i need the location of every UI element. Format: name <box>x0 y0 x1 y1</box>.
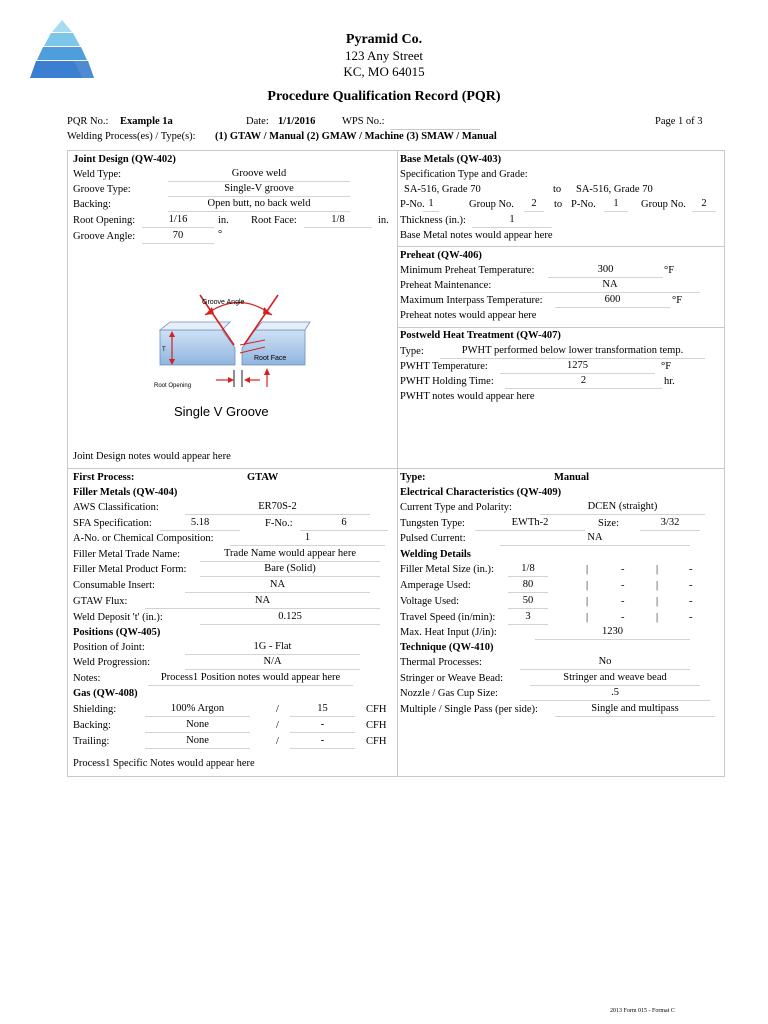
pqr-value: Example 1a <box>120 116 173 127</box>
preheat-min-label: Minimum Preheat Temperature: <box>400 265 535 276</box>
root-opening-value: 1/16 <box>142 213 214 228</box>
volt-bar-2: | <box>656 596 659 607</box>
position-notes-value: Process1 Position notes would appear here <box>148 671 353 686</box>
backing-gas-label: Backing: <box>73 720 111 731</box>
pass-label: Multiple / Single Pass (per side): <box>400 704 538 715</box>
preheat-min-value: 300 <box>548 263 663 278</box>
groove-type-label: Groove Type: <box>73 184 131 195</box>
company-name: Pyramid Co. <box>345 32 423 47</box>
fsize-dash-2: - <box>689 564 693 575</box>
insert-label: Consumable Insert: <box>73 580 155 591</box>
bead-value: Stringer and weave bead <box>530 671 700 686</box>
pwht-time-value: 2 <box>505 374 662 389</box>
base-spec-2: SA-516, Grade 70 <box>576 184 653 195</box>
pwht-type-label: Type: <box>400 346 424 357</box>
pqr-label: PQR No.: <box>67 116 109 127</box>
nozzle-value: .5 <box>520 686 710 701</box>
flux-label: GTAW Flux: <box>73 596 128 607</box>
shielding-label: Shielding: <box>73 704 117 715</box>
root-opening-label: Root Opening: <box>73 215 136 226</box>
base-to-2: to <box>554 199 563 210</box>
form-label: Filler Metal Product Form: <box>73 564 187 575</box>
nozzle-label: Nozzle / Gas Cup Size: <box>400 688 498 699</box>
joint-notes: Joint Design notes would appear here <box>73 451 231 462</box>
preheat-heading: Preheat (QW-406) <box>400 250 482 261</box>
amperage-label: Amperage Used: <box>400 580 471 591</box>
volt-dash-1: - <box>621 596 625 607</box>
thickness-value: 1 <box>472 213 552 228</box>
shielding-flow: 15 <box>290 702 355 717</box>
heat-input-value: 1230 <box>535 625 690 640</box>
amp-dash-2: - <box>689 580 693 591</box>
preheat-min-unit: °F <box>664 265 675 276</box>
pno-value-2: 1 <box>604 197 628 212</box>
wps-value-line <box>390 129 480 130</box>
progression-value: N/A <box>185 655 360 670</box>
form-footer: 2013 Form 015 - Format C <box>610 1008 675 1014</box>
pwht-notes: PWHT notes would appear here <box>400 391 535 402</box>
backing-value: Open butt, no back weld <box>168 197 350 212</box>
group-value-2: 2 <box>692 197 716 212</box>
volt-dash-2: - <box>689 596 693 607</box>
backing-unit: CFH <box>366 720 387 731</box>
filler-heading: Filler Metals (QW-404) <box>73 487 178 498</box>
company-street: 123 Any Street <box>345 48 423 63</box>
date-label: Date: <box>246 116 269 127</box>
interpass-label: Maximum Interpass Temperature: <box>400 295 543 306</box>
travel-dash-2: - <box>689 612 693 623</box>
groove-angle-label: Groove Angle: <box>73 231 136 242</box>
type-value: Manual <box>554 472 590 483</box>
position-label: Position of Joint: <box>73 642 145 653</box>
pwht-time-label: PWHT Holding Time: <box>400 376 494 387</box>
shielding-slash: / <box>276 704 279 715</box>
document-title: Procedure Qualification Record (PQR) <box>267 89 501 104</box>
pno-label-1: P-No. <box>400 199 425 210</box>
group-label-2: Group No. <box>641 199 686 210</box>
filler-size-label: Filler Metal Size (in.): <box>400 564 494 575</box>
base-notes: Base Metal notes would appear here <box>400 230 553 241</box>
amperage-value: 80 <box>508 578 548 593</box>
pwht-type-value: PWHT performed below lower transformation temp. <box>440 344 705 359</box>
fsize-dash-1: - <box>621 564 625 575</box>
sfa-label: SFA Specification: <box>73 518 152 529</box>
process1-notes: Process1 Specific Notes would appear here <box>73 758 255 769</box>
degree-symbol: ° <box>218 229 223 240</box>
fig-root-face-label: Root Face <box>254 355 287 362</box>
aws-label: AWS Classification: <box>73 502 159 513</box>
trade-value: Trade Name would appear here <box>200 547 380 562</box>
sfa-value: 5.18 <box>160 516 240 531</box>
voltage-label: Voltage Used: <box>400 596 460 607</box>
technique-heading: Technique (QW-410) <box>400 642 494 653</box>
base-spec-1: SA-516, Grade 70 <box>404 184 481 195</box>
root-opening-unit: in. <box>218 215 229 226</box>
shielding-unit: CFH <box>366 704 387 715</box>
insert-value: NA <box>185 578 370 593</box>
position-notes-label: Notes: <box>73 673 101 684</box>
base-heading: Base Metals (QW-403) <box>400 154 502 165</box>
backing-gas: None <box>145 718 250 733</box>
interpass-value: 600 <box>555 293 670 308</box>
pwht-temp-value: 1275 <box>500 359 655 374</box>
trailing-label: Trailing: <box>73 736 110 747</box>
first-process-value: GTAW <box>247 472 279 483</box>
position-value: 1G - Flat <box>185 640 360 655</box>
company-city: KC, MO 64015 <box>343 64 425 79</box>
tungsten-label: Tungsten Type: <box>400 518 465 529</box>
preheat-notes: Preheat notes would appear here <box>400 310 537 321</box>
preheat-maint-value: NA <box>520 278 700 293</box>
ano-value: 1 <box>230 531 385 546</box>
polarity-label: Current Type and Polarity: <box>400 502 512 513</box>
thermal-value: No <box>520 655 690 670</box>
pwht-temp-label: PWHT Temperature: <box>400 361 488 372</box>
polarity-value: DCEN (straight) <box>540 500 705 515</box>
deposit-label: Weld Deposit 't' (in.): <box>73 612 163 623</box>
process-label: Welding Process(es) / Type(s): <box>67 131 196 142</box>
pulsed-label: Pulsed Current: <box>400 533 466 544</box>
date-value: 1/1/2016 <box>278 116 316 127</box>
pno-value-1: 1 <box>423 197 439 212</box>
single-v-groove-figure <box>150 290 315 425</box>
groove-angle-value: 70 <box>142 229 214 244</box>
page-number: Page 1 of 3 <box>655 116 703 127</box>
voltage-value: 50 <box>508 594 548 609</box>
amp-bar-1: | <box>586 580 589 591</box>
gas-heading: Gas (QW-408) <box>73 688 138 699</box>
travel-dash-1: - <box>621 612 625 623</box>
interpass-unit: °F <box>672 295 683 306</box>
preheat-maint-label: Preheat Maintenance: <box>400 280 492 291</box>
trailing-slash: / <box>276 736 279 747</box>
thickness-label: Thickness (in.): <box>400 215 466 226</box>
pwht-time-unit: hr. <box>664 376 675 387</box>
tungsten-value: EWTh-2 <box>475 516 585 531</box>
pass-value: Single and multipass <box>555 702 715 717</box>
form-value: Bare (Solid) <box>200 562 380 577</box>
joint-heading: Joint Design (QW-402) <box>73 154 176 165</box>
fig-t-label: T <box>162 347 166 353</box>
process-value: (1) GTAW / Manual (2) GMAW / Machine (3) SMAW / Manual <box>215 131 497 142</box>
group-value-1: 2 <box>524 197 544 212</box>
trailing-flow: - <box>290 734 355 749</box>
root-face-value: 1/8 <box>304 213 372 228</box>
heat-input-label: Max. Heat Input (J/in): <box>400 627 497 638</box>
fig-root-opening-label: Root Opening <box>154 383 192 389</box>
trailing-gas: None <box>145 734 250 749</box>
pno-label-2: P-No. <box>571 199 596 210</box>
fno-value: 6 <box>300 516 388 531</box>
flux-value: NA <box>145 594 380 609</box>
pulsed-value: NA <box>500 531 690 546</box>
weld-type-value: Groove weld <box>168 167 350 182</box>
filler-size-value: 1/8 <box>508 562 548 577</box>
size-label: Size: <box>598 518 619 529</box>
deposit-value: 0.125 <box>200 610 380 625</box>
root-face-label: Root Face: <box>251 215 297 226</box>
spec-label: Specification Type and Grade: <box>400 169 528 180</box>
first-process-label: First Process: <box>73 472 135 483</box>
amp-bar-2: | <box>656 580 659 591</box>
group-label-1: Group No. <box>469 199 514 210</box>
backing-flow: - <box>290 718 355 733</box>
fsize-bar-1: | <box>586 564 589 575</box>
volt-bar-1: | <box>586 596 589 607</box>
electrical-heading: Electrical Characteristics (QW-409) <box>400 487 562 498</box>
details-heading: Welding Details <box>400 549 471 560</box>
groove-type-value: Single-V groove <box>168 182 350 197</box>
bead-label: Stringer or Weave Bead: <box>400 673 504 684</box>
fno-label: F-No.: <box>265 518 293 529</box>
aws-value: ER70S-2 <box>185 500 370 515</box>
wps-label: WPS No.: <box>342 116 385 127</box>
base-to-1: to <box>553 184 562 195</box>
type-label: Type: <box>400 472 426 483</box>
travel-label: Travel Speed (in/min): <box>400 612 496 623</box>
root-face-unit: in. <box>378 215 389 226</box>
pwht-temp-unit: °F <box>661 361 672 372</box>
progression-label: Weld Progression: <box>73 657 151 668</box>
pwht-heading: Postweld Heat Treatment (QW-407) <box>400 330 561 341</box>
fsize-bar-2: | <box>656 564 659 575</box>
fig-title: Single V Groove <box>174 404 269 419</box>
weld-type-label: Weld Type: <box>73 169 122 180</box>
shielding-gas: 100% Argon <box>145 702 250 717</box>
fig-groove-angle-label: Groove Angle <box>202 299 245 306</box>
amp-dash-1: - <box>621 580 625 591</box>
ano-label: A-No. or Chemical Composition: <box>73 533 214 544</box>
backing-label: Backing: <box>73 199 111 210</box>
travel-value: 3 <box>508 610 548 625</box>
travel-bar-1: | <box>586 612 589 623</box>
trailing-unit: CFH <box>366 736 387 747</box>
travel-bar-2: | <box>656 612 659 623</box>
backing-slash: / <box>276 720 279 731</box>
positions-heading: Positions (QW-405) <box>73 627 161 638</box>
thermal-label: Thermal Processes: <box>400 657 482 668</box>
trade-label: Filler Metal Trade Name: <box>73 549 181 560</box>
size-value: 3/32 <box>640 516 700 531</box>
